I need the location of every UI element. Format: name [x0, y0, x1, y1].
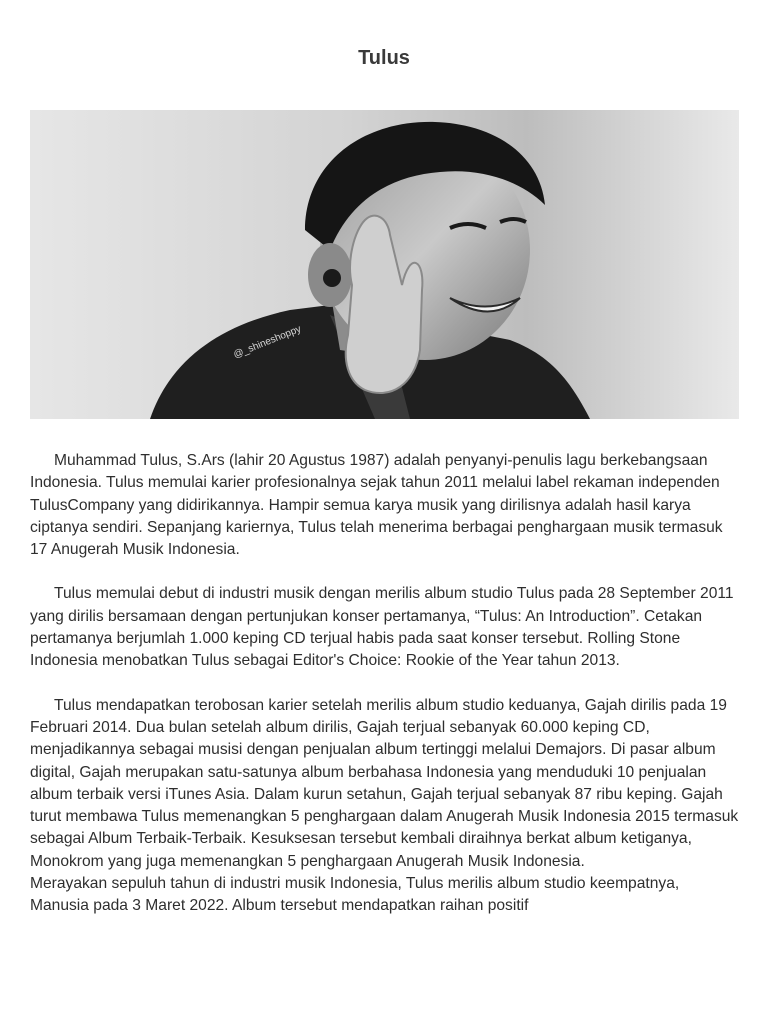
- portrait-illustration: [30, 110, 739, 419]
- portrait-photo: [30, 110, 739, 419]
- photo-watermark: @_shineshoppy: [232, 323, 303, 361]
- page-title: Tulus: [358, 47, 410, 69]
- paragraph-breakthrough: Tulus mendapatkan terobosan karier setelah merilis album studio keduanya, Gajah dirilis pada 19 Februari 2014. Dua bulan setelah album dirilis, Gajah terjual sebanyak 60.000 keping CD, menjadikannya sebagai musisi dengan penjualan album tertinggi melalui Demajors. Di pasar album digital, Gajah merupakan satu-satunya album berbahasa Indonesia yang menduduki 10 penjualan album terbaik versi iTunes Asia. Dalam kurun setahun, Gajah terjual sebanyak 87 ribu keping. Gajah turut membawa Tulus memenangkan 5 penghargaan dalam Anugerah Musik Indonesia 2015 termasuk sebagai Album Terbaik-Terbaik. Kesuksesan tersebut kembali diraihnya berkat album ketiganya, Monokrom yang juga memenangkan 5 penghargaan Anugerah Musik Indonesia.: [30, 696, 739, 870]
- article-body: [30, 450, 742, 918]
- paragraph-intro: Muhammad Tulus, S.Ars (lahir 20 Agustus 1987) adalah penyanyi-penulis lagu berkebangsaan Indonesia. Tulus memulai karier profesionalnya sejak tahun 2011 melalui label rekaman independen TulusCompany yang didirikannya. Hampir semua karya musik yang dirilisnya adalah hasil karya ciptanya sendiri. Sepanjang kariernya, Tulus telah menerima berbagai penghargaan musik termasuk 17 Anugerah Musik Indonesia.: [30, 452, 723, 559]
- paragraph-debut: Tulus memulai debut di industri musik dengan merilis album studio Tulus pada 28 September 2011 yang dirilis bersamaan dengan pertunjukan konser pertamanya, “Tulus: An Introduction”. Cetakan pertamanya berjumlah 1.000 keping CD terjual habis pada saat konser tersebut. Rolling Stone Indonesia menobatkan Tulus sebagai Editor's Choice: Rookie of the Year tahun 2013.: [30, 585, 734, 670]
- paragraph-anniversary: Merayakan sepuluh tahun di industri musik Indonesia, Tulus merilis album studio keempatnya, Manusia pada 3 Maret 2022. Album tersebut mendapatkan raihan positif: [30, 875, 680, 915]
